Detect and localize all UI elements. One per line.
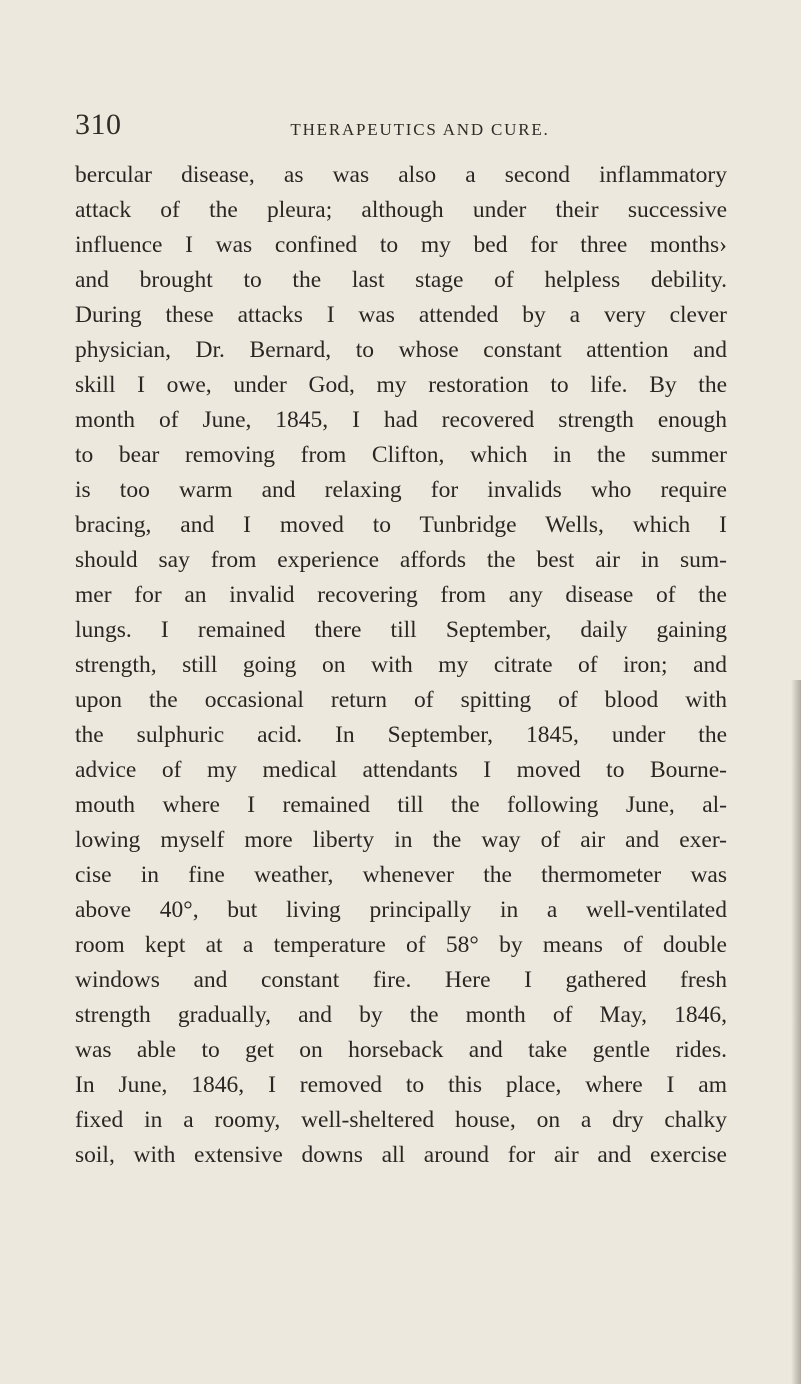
text-line: skill I owe, under God, my restoration to life. By the xyxy=(75,372,727,398)
text-line: lungs. I remained there till September, daily gaining xyxy=(75,617,727,643)
page-edge-shadow xyxy=(791,680,801,1384)
text-line: strength, still going on with my citrate of iron; and xyxy=(75,652,727,678)
text-line: the sulphuric acid. In September, 1845, under the xyxy=(75,722,727,748)
text-line: upon the occasional return of spitting of blood with xyxy=(75,687,727,713)
text-line: and brought to the last stage of helpless debility. xyxy=(75,267,727,293)
text-line: mouth where I remained till the following June, al- xyxy=(75,792,727,818)
text-line: In June, 1846, I removed to this place, where I am xyxy=(75,1072,727,1098)
text-line: bracing, and I moved to Tunbridge Wells, which I xyxy=(75,512,727,538)
text-line: to bear removing from Clifton, which in the summer xyxy=(75,442,727,468)
text-line: influence I was confined to my bed for three months› xyxy=(75,232,727,258)
text-line: mer for an invalid recovering from any disease of the xyxy=(75,582,727,608)
text-line: should say from experience affords the best air in sum- xyxy=(75,547,727,573)
text-line: soil, with extensive downs all around for air and exercise xyxy=(75,1142,727,1168)
text-line: was able to get on horseback and take gentle rides. xyxy=(75,1037,727,1063)
text-line: lowing myself more liberty in the way of air and exer- xyxy=(75,827,727,853)
text-line: advice of my medical attendants I moved to Bourne- xyxy=(75,757,727,783)
text-line: strength gradually, and by the month of May, 1846, xyxy=(75,1002,727,1028)
text-line: physician, Dr. Bernard, to whose constant attention and xyxy=(75,337,727,363)
text-line: room kept at a temperature of 58° by means of double xyxy=(75,932,727,958)
text-line: During these attacks I was attended by a very clever xyxy=(75,302,727,328)
body-text xyxy=(75,158,727,1173)
page-number: 310 xyxy=(75,108,122,141)
text-line: attack of the pleura; although under their successive xyxy=(75,197,727,223)
text-line: bercular disease, as was also a second inflammatory xyxy=(75,162,727,188)
text-line: above 40°, but living principally in a well-ventilated xyxy=(75,897,727,923)
text-line: is too warm and relaxing for invalids who require xyxy=(75,477,727,503)
page-header xyxy=(75,108,725,144)
running-head: THERAPEUTICS AND CURE. xyxy=(290,120,550,139)
text-line: cise in fine weather, whenever the thermometer was xyxy=(75,862,727,888)
text-line: month of June, 1845, I had recovered strength enough xyxy=(75,407,727,433)
text-line: windows and constant fire. Here I gathered fresh xyxy=(75,967,727,993)
text-line: fixed in a roomy, well-sheltered house, on a dry chalky xyxy=(75,1107,727,1133)
